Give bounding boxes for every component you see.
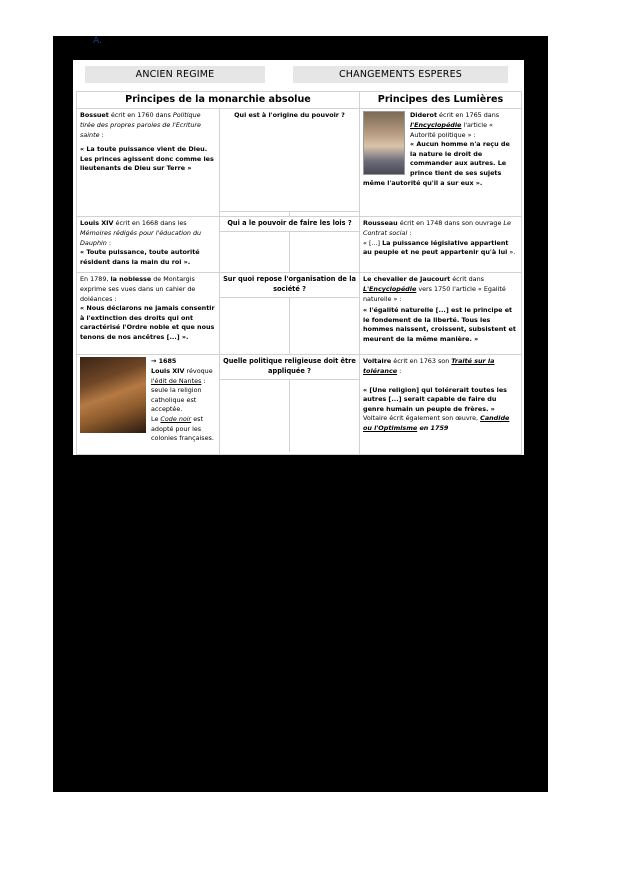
text: écrit en 1763 son <box>391 357 452 366</box>
cell-louis-xiv-memoires <box>77 217 220 273</box>
quote: « Aucun homme n'a reçu de la nature le droit de commander aux autres. Le prince tient de ses sujets même l'autorité qu'il a sur eux ». <box>363 140 510 187</box>
question-cell <box>220 273 360 355</box>
quote: « l'égalité naturelle [...] est le principe et le fondement de la liberté. Tous les hommes naissent, croissent, subsistent et meurent de la même manière. » <box>363 306 516 344</box>
author-name: Rousseau <box>363 219 398 228</box>
quote: « Toute puissance, toute autorité résident dans la main du roi ». <box>80 248 200 266</box>
text: écrit en 1765 dans <box>437 111 500 120</box>
text: de Montargis exprime ses vues dans un cahier de doléances : <box>80 275 196 303</box>
work-title: Traité sur la tolérance <box>363 357 495 375</box>
text: : <box>407 229 412 237</box>
banner-ancien-regime: ANCIEN REGIME <box>85 66 265 83</box>
text: écrit en 1760 dans <box>108 111 173 120</box>
author-name: Louis XIV <box>151 367 185 375</box>
text: En 1789, <box>80 275 111 284</box>
table-row <box>77 273 522 355</box>
question-cell <box>220 355 360 455</box>
text: « [...] <box>363 238 383 247</box>
cell-rousseau <box>360 217 522 273</box>
edict-name: l'édit de Nantes <box>151 376 202 385</box>
text: : <box>106 238 112 247</box>
quote: « Nous déclarons ne jamais consentir à l'extinction des droits qui ont caractérisé l'Ordre noble et que nous tenons de nos ancêtres [...] ». <box>80 304 215 342</box>
text: : <box>99 130 104 139</box>
answer-cell <box>220 380 290 452</box>
worksheet <box>73 60 524 455</box>
quote: « La toute puissance vient de Dieu. Les princes agissent donc comme les lieutenants de Dieu sur Terre » <box>80 145 214 173</box>
text: ». <box>507 248 516 257</box>
author-name: Voltaire <box>363 357 392 366</box>
table-row <box>77 217 522 273</box>
cell-louis-xiv-1685 <box>77 355 220 455</box>
text: Le <box>151 415 161 424</box>
work-title: L'Encyclopédie <box>363 285 417 293</box>
header-row <box>77 92 522 109</box>
section-letter: A. <box>93 36 102 46</box>
quote: La puissance législative appartient au peuple et ne peut appartenir qu'à lui <box>363 238 509 257</box>
question-2: Qui a le pouvoir de faire les lois ? <box>220 217 359 232</box>
comparison-table <box>76 91 522 455</box>
work-title: Politique tirée des propres paroles de l'Ecriture sainte <box>80 111 201 139</box>
text: : seule la religion catholique est acceptée. <box>151 376 206 414</box>
table-row <box>77 355 522 455</box>
work-title: l'Encyclopédie <box>410 121 462 129</box>
header-monarchie: Principes de la monarchie absolue <box>77 92 360 109</box>
quote: « [Une religion] qui tolérerait toutes les autres [...] serait capable de faire du genre humain un peuple de frères. » <box>363 385 507 413</box>
text: est adopté pour les colonies françaises. <box>151 415 214 443</box>
cell-bossuet <box>77 109 220 217</box>
author-name: la noblesse <box>110 275 152 284</box>
question-3: Sur quoi repose l'organisation de la société ? <box>220 273 359 298</box>
text: écrit en 1668 dans les <box>113 219 187 228</box>
cell-noblesse <box>77 273 220 355</box>
answer-cell <box>290 232 359 272</box>
answer-cell <box>220 298 290 354</box>
work-title: Le Contrat social <box>363 219 511 237</box>
diderot-portrait <box>363 111 405 175</box>
text: l'article « Autorité politique » : <box>410 121 493 139</box>
text: écrit dans <box>450 275 484 284</box>
text: Voltaire écrit également son œuvre, <box>363 414 481 423</box>
cell-diderot <box>360 109 522 217</box>
question-4: Quelle politique religieuse doit être appliquée ? <box>220 355 359 380</box>
cell-jaucourt <box>360 273 522 355</box>
table-row <box>77 109 522 212</box>
answer-cell <box>220 232 290 272</box>
text: révoque <box>184 367 213 375</box>
year: en 1759 <box>417 424 449 433</box>
question-1: Qui est à l'origine du pouvoir ? <box>220 109 360 212</box>
text: : <box>397 367 402 375</box>
author-name: Louis XIV <box>80 219 114 228</box>
text: écrit en 1748 dans son ouvrage <box>397 219 504 228</box>
author-name: Diderot <box>410 111 438 120</box>
cell-voltaire <box>360 355 522 455</box>
author-name: Bossuet <box>80 111 109 120</box>
louis-xiv-portrait <box>80 357 146 433</box>
date-arrow: → 1685 <box>151 357 177 366</box>
header-lumieres: Principes des Lumières <box>360 92 522 109</box>
work-title: Mémoires rédigés pour l'éducation du Dauphin <box>80 229 202 247</box>
question-cell <box>220 217 360 273</box>
work-title-candide: Candide ou l'Optimisme <box>363 414 510 433</box>
text: vers 1750 l'article « Egalité naturelle » : <box>363 285 506 303</box>
code-noir: Code noir <box>160 415 192 424</box>
banner-changements: CHANGEMENTS ESPERES <box>293 66 508 83</box>
answer-cell <box>290 380 359 452</box>
answer-cell <box>290 298 359 354</box>
author-name: Le chevalier de Jaucourt <box>363 275 451 284</box>
